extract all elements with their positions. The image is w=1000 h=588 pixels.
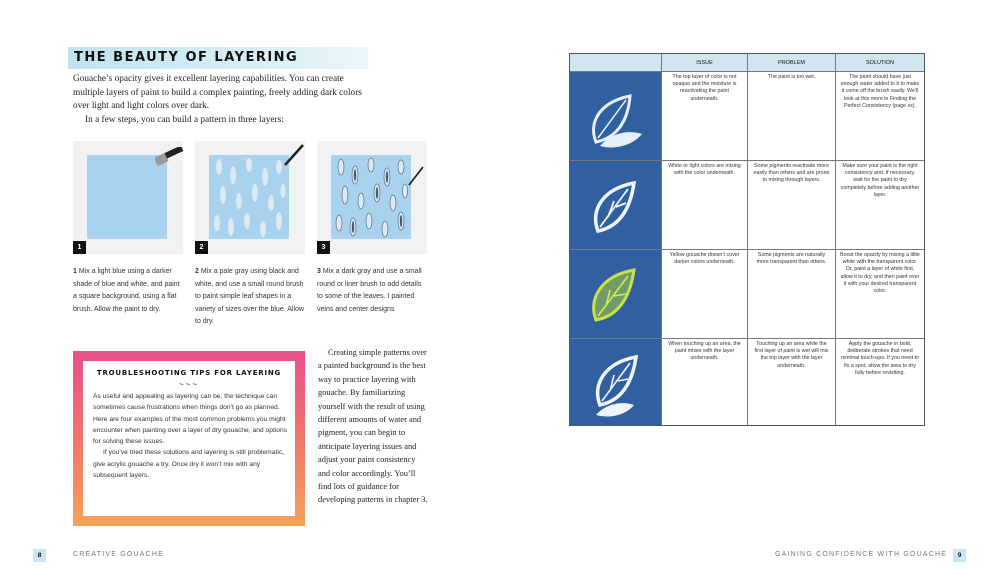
table-cell-issue: When touching up an area, the paint mixes with the layer underneath. — [662, 339, 748, 425]
leaf-illustration — [570, 161, 662, 250]
table-cell-solution: Apply the gouache in bold, deliberate strokes that need minimal touch-ups. If you need to fix a spot, allow the area to dry fully before revisiting. — [840, 341, 920, 376]
page-number-right: 9 — [953, 549, 966, 562]
step-caption-text: Mix a pale gray using black and white, and use a small round brush to paint simple leaf shapes in a variety of sizes over the blue. Allow to dry. — [195, 268, 304, 325]
table-header: SOLUTION — [836, 54, 924, 72]
leaf-illustration — [570, 250, 662, 339]
troubleshooting-table — [569, 53, 925, 426]
liner-brush-icon — [407, 165, 425, 187]
row-image — [570, 250, 662, 339]
table-cell-issue: The top layer of color is not opaque and the moisture is reactivating the paint underneath. — [662, 72, 748, 161]
footer-right: GAINING CONFIDENCE WITH GOUACHE — [775, 551, 948, 558]
step-caption-text: Mix a light blue using a darker shade of blue and white, and paint a square background, using a flat brush. Allow the paint to dry. — [73, 268, 180, 313]
step-caption-text: Mix a dark gray and use a small round or liner brush to add details to some of the leaves. I painted veins and center designs — [317, 268, 422, 313]
page-number-left: 8 — [33, 549, 46, 562]
troubleshooting-divider: ~~~ — [178, 380, 199, 389]
step-3-photo — [317, 141, 427, 254]
troubleshooting-paragraph: As useful and appealing as layering can be, the technique can sometimes cause frustrations when things don’t go as planned. Here are four examples of the most common problems you might encounter when painting over a layer of dry gouache, and options for solving these issues. — [93, 393, 288, 446]
step-number: 3 — [317, 241, 330, 254]
step-number: 2 — [195, 241, 208, 254]
table-cell-problem: Some pigments reactivate more easily than others and are prone to mixing through layers. — [748, 161, 836, 250]
troubleshooting-box — [73, 351, 305, 526]
step-caption-number: 1 — [73, 268, 77, 275]
step-caption-number: 3 — [317, 268, 321, 275]
footer-left: CREATIVE GOUACHE — [73, 551, 165, 558]
table-header: PROBLEM — [748, 54, 836, 72]
table-cell-solution: Boost the opacity by mixing a little white with the transparent color. Or, paint a layer of white first, allow it to dry, and then paint over it with your desired transparent color. — [836, 250, 924, 339]
table-cell-problem: Some pigments are naturally more transparent than others. — [748, 250, 836, 339]
step-caption — [195, 266, 307, 329]
troubleshooting-text — [93, 391, 288, 481]
intro-text — [73, 73, 373, 127]
leaf-pattern — [209, 155, 289, 239]
table-cell-problem: The paint is too wet. — [748, 72, 836, 161]
round-brush-icon — [283, 143, 305, 167]
troubleshooting-title: TROUBLESHOOTING TIPS FOR LAYERING — [96, 369, 282, 377]
leaf-illustration — [570, 339, 662, 425]
side-paragraph: Creating simple patterns over a painted background is the best way to practice layering with gouache. By familiarizing yourself with the result of using different amounts of water and pigment, you can begin to anticipate layering issues and adjust your paint consistency and color accordingly. You’ll find lots of guidance for developing patterns in chapter 3. — [318, 348, 428, 505]
table-cell-solution: Make sure your paint is the right consistency and, if necessary, wait for the paint to dry completely before adding another layer. — [836, 161, 924, 250]
table-cell-solution: The paint should have just enough water added to it to make it come off the brush easily. We’ll look at this more in Finding the Perfect Consistency (page xx). — [836, 72, 924, 161]
leaf-illustration — [570, 72, 662, 161]
step-caption — [73, 266, 185, 316]
row-image — [570, 161, 662, 250]
table-header: ISSUE — [662, 54, 748, 72]
table-cell-issue: White or light colors are mixing with the color underneath. — [662, 161, 748, 250]
table-header-blank — [570, 54, 662, 72]
detailed-leaf-pattern — [331, 155, 411, 239]
table-cell-problem: Touching up an area while the first layer of paint is wet will mix the top layer with the layer underneath. — [748, 339, 836, 425]
intro-paragraph: Gouache’s opacity gives it excellent layering capabilities. You can create multiple layers of paint to build a complex painting, freely adding dark colors over light and light colors over dark. — [73, 74, 362, 111]
troubleshooting-panel — [83, 361, 295, 516]
step-number: 1 — [73, 241, 86, 254]
row-image — [570, 339, 662, 425]
detailed-leaf-square — [331, 155, 411, 239]
flat-brush-icon — [155, 147, 183, 169]
page-title: THE BEAUTY OF LAYERING — [74, 50, 299, 65]
troubleshooting-paragraph: If you’ve tried these solutions and layering is still problematic, give acrylic gouache a try. Once dry it won’t mix with any subsequent layers. — [93, 449, 285, 480]
step-2-photo — [195, 141, 305, 254]
step-caption — [317, 266, 429, 316]
intro-paragraph: In a few steps, you can build a pattern in three layers: — [85, 114, 284, 125]
step-caption-number: 2 — [195, 268, 199, 275]
table-cell-issue: Yellow gouache doesn’t cover darker colors underneath. — [662, 250, 748, 339]
row-image — [570, 72, 662, 161]
step-1-photo — [73, 141, 183, 254]
leaf-pattern-square — [209, 155, 289, 239]
